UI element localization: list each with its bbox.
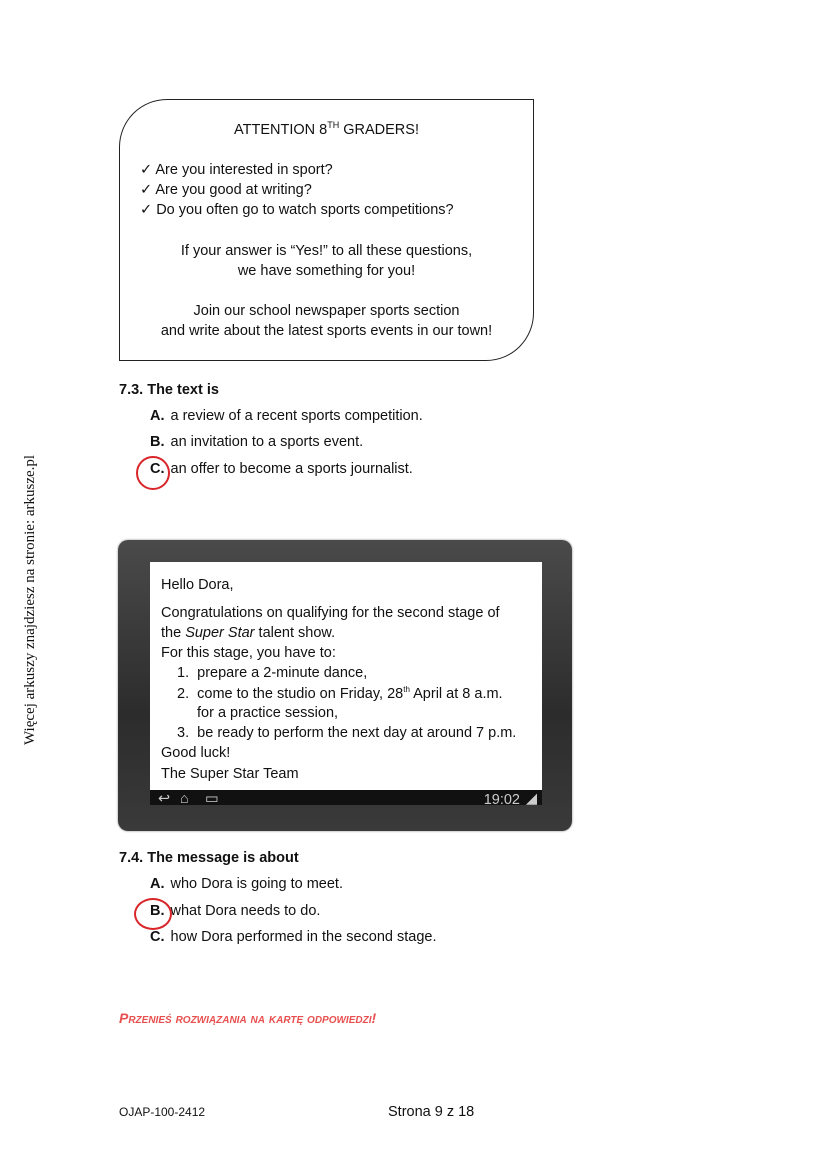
side-watermark-text: Więcej arkuszy znajdziesz na stronie: arkusze.pl: [22, 454, 38, 745]
message-list-item: for a practice session,: [197, 705, 339, 721]
check-icon: ✓: [140, 162, 153, 178]
tablet-image: [118, 540, 572, 831]
option-a[interactable]: A. who Dora is going to meet.: [150, 876, 343, 892]
message-greeting: Hello Dora,: [161, 577, 234, 593]
option-c[interactable]: C. an offer to become a sports journalist.: [150, 461, 413, 477]
tablet-screen: [150, 562, 542, 808]
signal-icon: ◢: [525, 791, 537, 807]
transfer-answers-instruction: Przenieś rozwiązania na kartę odpowiedzi!: [119, 1010, 377, 1026]
check-icon: ✓: [140, 202, 153, 218]
message-line: the Super Star talent show.: [161, 625, 336, 641]
check-icon: ✓: [140, 182, 153, 198]
checklist-item: ✓ Do you often go to watch sports competitions?: [140, 202, 454, 218]
answer-circle-mark: [136, 456, 170, 490]
notice-text: Join our school newspaper sports section: [193, 303, 460, 319]
question-7-4: 7.4. The message is about: [119, 850, 299, 866]
message-list-item: 2. come to the studio on Friday, 28th April at 8 a.m.: [177, 685, 503, 702]
message-closing: Good luck!: [161, 745, 231, 761]
exam-code: OJAP-100-2412: [119, 1105, 206, 1119]
notice-box: [119, 99, 534, 361]
message-list-item: 3. be ready to perform the next day at around 7 p.m.: [177, 725, 517, 741]
home-icon: ⌂: [180, 791, 189, 807]
message-line: Congratulations on qualifying for the second stage of: [161, 605, 500, 621]
back-icon: ↩: [158, 791, 171, 807]
message-line: For this stage, you have to:: [161, 645, 336, 661]
notice-title: ATTENTION 8TH GRADERS!: [234, 120, 419, 138]
recent-apps-icon: ▭: [205, 791, 219, 807]
tablet-nav-bar: [150, 790, 542, 808]
question-7-3: 7.3. The text is: [119, 382, 219, 398]
message-list-item: 1. prepare a 2-minute dance,: [177, 665, 368, 681]
notice-text: we have something for you!: [237, 263, 416, 279]
option-b[interactable]: B. an invitation to a sports event.: [150, 434, 364, 450]
status-time: 19:02: [483, 792, 520, 808]
message-signature: The Super Star Team: [161, 766, 299, 782]
option-b[interactable]: B. what Dora needs to do.: [150, 903, 321, 919]
option-c[interactable]: C. how Dora performed in the second stage.: [150, 929, 437, 945]
checklist-item: ✓ Are you good at writing?: [140, 182, 312, 198]
page-number: Strona 9 z 18: [388, 1104, 475, 1120]
checklist-item: ✓ Are you interested in sport?: [140, 162, 333, 178]
notice-text: and write about the latest sports events in our town!: [160, 323, 493, 339]
option-a[interactable]: A. a review of a recent sports competition.: [150, 408, 423, 424]
notice-text: If your answer is “Yes!” to all these questions,: [180, 243, 473, 259]
answer-circle-mark: [134, 898, 172, 930]
